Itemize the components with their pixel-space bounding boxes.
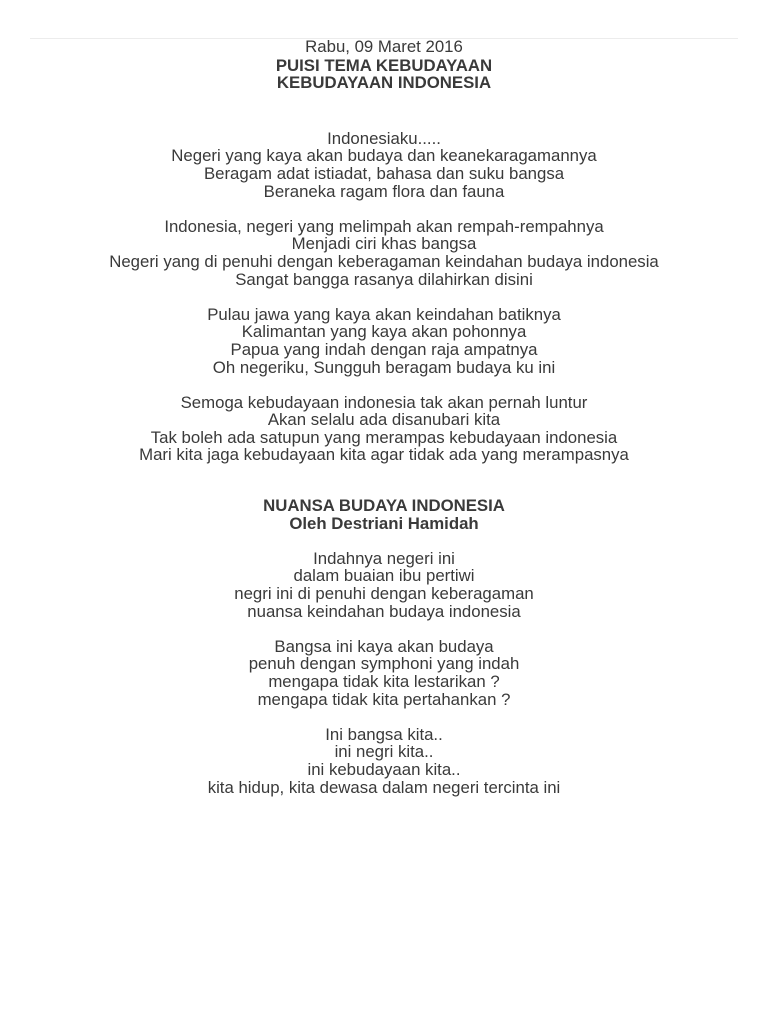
poem-2-stanza-2 <box>0 638 768 708</box>
poem-2-stanza-1 <box>0 550 768 620</box>
poem-2 <box>0 497 768 796</box>
poem-line: Pulau jawa yang kaya akan keindahan batiknya <box>207 304 561 324</box>
poem-line: ini negri kita.. <box>334 742 434 762</box>
poem-2-author: Oleh Destriani Hamidah <box>289 513 479 533</box>
poem-line: dalam buaian ibu pertiwi <box>293 566 475 586</box>
poem-1-stanza-2 <box>0 218 768 288</box>
poem-2-heading <box>0 497 768 532</box>
post-subtitle: KEBUDAYAAN INDONESIA <box>276 73 492 93</box>
poem-line: Indahnya negeri ini <box>313 548 455 568</box>
document-body <box>0 38 768 796</box>
poem-line: Ini bangsa kita.. <box>325 724 443 744</box>
poem-line: Semoga kebudayaan indonesia tak akan pernah luntur <box>180 392 588 412</box>
poem-line: Sangat bangga rasanya dilahirkan disini <box>235 269 533 289</box>
poem-2-stanza-3 <box>0 726 768 796</box>
poem-line: ini kebudayaan kita.. <box>307 759 461 779</box>
poem-line: mengapa tidak kita lestarikan ? <box>268 672 500 691</box>
poem-line: Tak boleh ada satupun yang merampas kebudayaan indonesia <box>150 427 618 447</box>
poem-line: Akan selalu ada disanubari kita <box>267 410 501 430</box>
poem-line: penuh dengan symphoni yang indah <box>248 654 520 674</box>
poem-line: Bangsa ini kaya akan budaya <box>274 636 494 656</box>
poem-1-stanza-4 <box>0 394 768 464</box>
poem-line: Indonesiaku..... <box>327 128 441 148</box>
poem-line: negri ini di penuhi dengan keberagaman <box>234 584 534 604</box>
post-date: Rabu, 09 Maret 2016 <box>305 37 463 56</box>
poem-line: Beraneka ragam flora dan fauna <box>263 181 505 201</box>
poem-1-stanza-3 <box>0 306 768 376</box>
poem-line: Papua yang indah dengan raja ampatnya <box>230 339 538 359</box>
poem-2-title: NUANSA BUDAYA INDONESIA <box>263 496 505 516</box>
post-title: PUISI TEMA KEBUDAYAAN <box>275 55 493 75</box>
poem-1 <box>0 130 768 464</box>
poem-line: nuansa keindahan budaya indonesia <box>247 601 521 621</box>
poem-line: Mari kita jaga kebudayaan kita agar tidak ada yang merampasnya <box>139 445 629 465</box>
poem-line: Menjadi ciri khas bangsa <box>291 234 477 254</box>
poem-line: Oh negeriku, Sungguh beragam budaya ku ini <box>212 357 556 377</box>
poem-line: Negeri yang di penuhi dengan keberagaman keindahan budaya indonesia <box>109 251 659 271</box>
poem-1-stanza-1 <box>0 130 768 200</box>
poem-line: mengapa tidak kita pertahankan ? <box>257 689 511 709</box>
poem-line: Beragam adat istiadat, bahasa dan suku bangsa <box>203 163 565 183</box>
poem-line: Kalimantan yang kaya akan pohonnya <box>241 322 527 342</box>
poem-line: Indonesia, negeri yang melimpah akan rempah-rempahnya <box>164 216 604 236</box>
poem-line: Negeri yang kaya akan budaya dan keanekaragamannya <box>171 146 597 166</box>
poem-line: kita hidup, kita dewasa dalam negeri tercinta ini <box>207 777 561 797</box>
